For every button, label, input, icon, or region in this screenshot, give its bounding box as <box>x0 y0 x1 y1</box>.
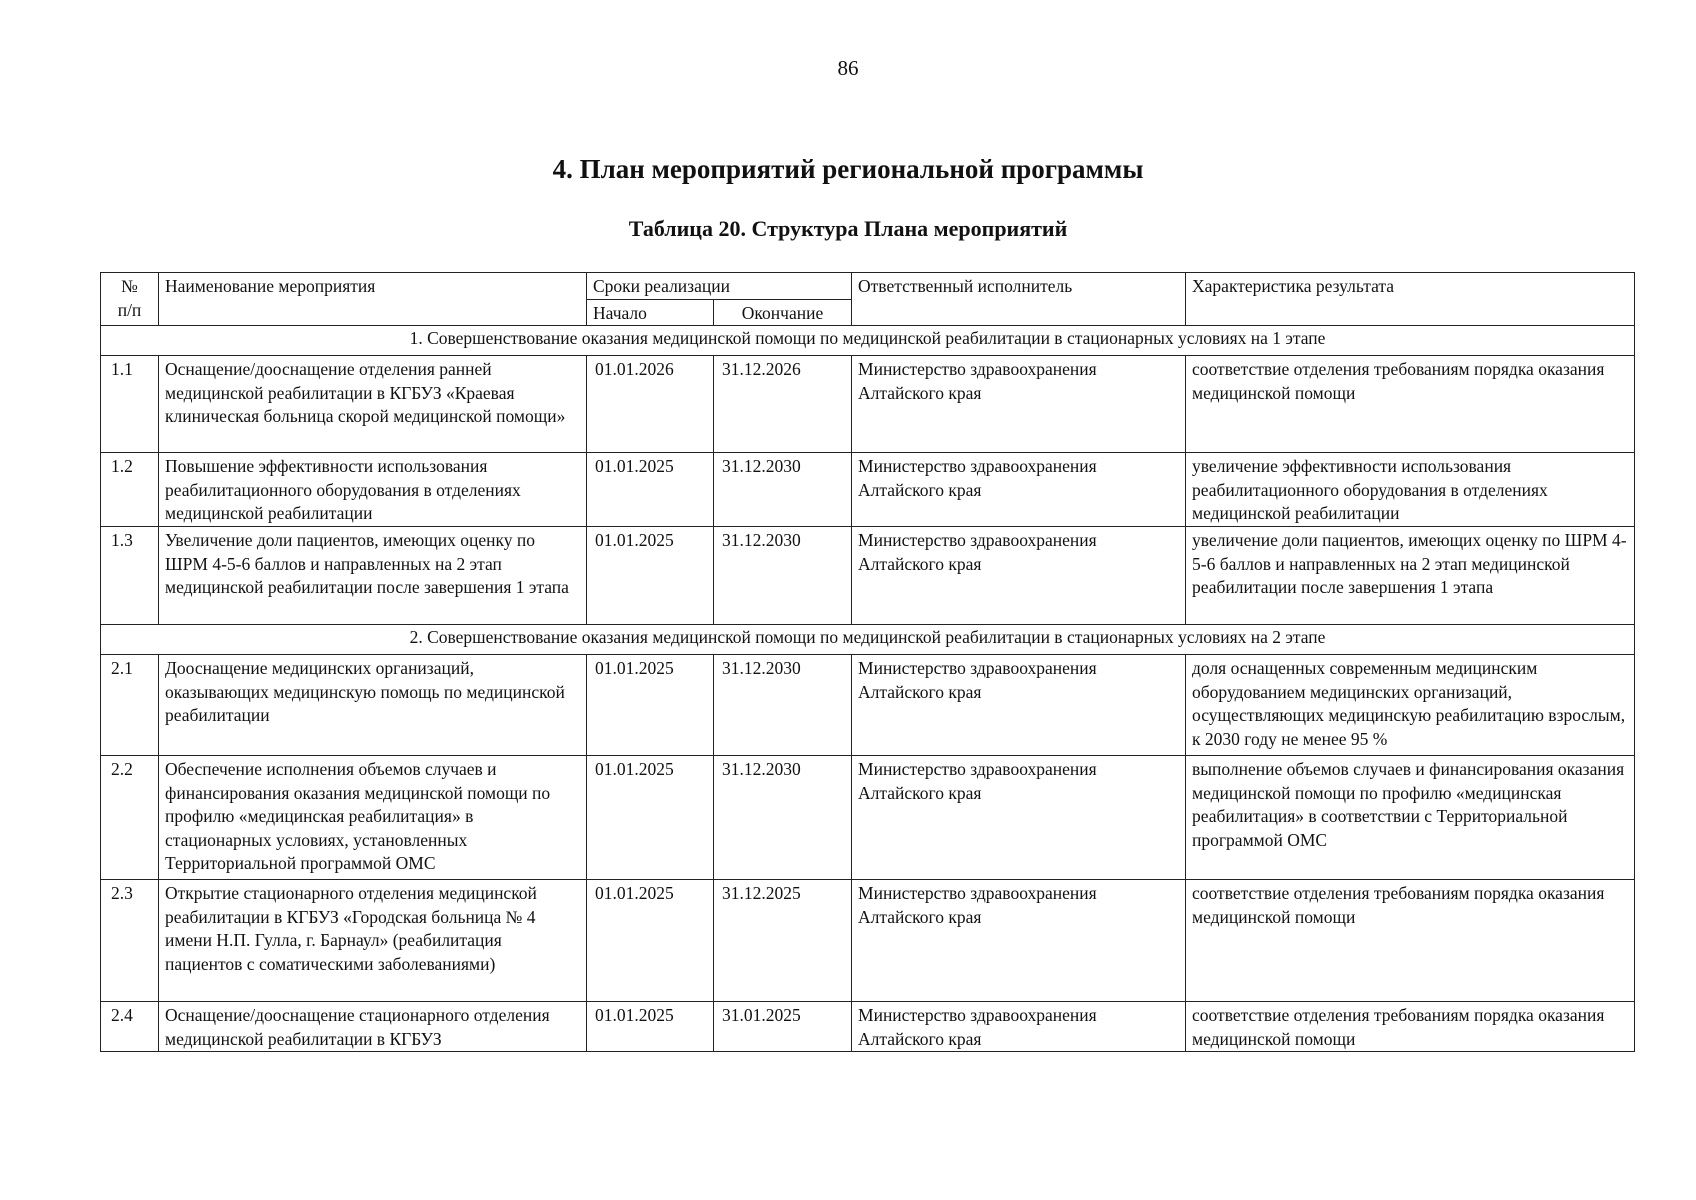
row-end: 31.12.2025 <box>714 880 852 1002</box>
header-start: Начало <box>587 299 714 326</box>
table-row <box>101 1002 1635 1052</box>
row-end: 31.01.2025 <box>714 1002 852 1052</box>
table-title: Таблица 20. Структура Плана мероприятий <box>628 216 1068 241</box>
row-executor: Министерство здравоохранения Алтайского края <box>852 880 1186 1002</box>
row-start: 01.01.2025 <box>587 880 714 1002</box>
row-end: 31.12.2030 <box>714 453 852 527</box>
row-executor: Министерство здравоохранения Алтайского края <box>852 356 1186 453</box>
row-executor: Министерство здравоохранения Алтайского края <box>852 1002 1186 1052</box>
row-start: 01.01.2025 <box>587 527 714 625</box>
section-title-1: 1. Совершенствование оказания медицинской помощи по медицинской реабилитации в стационарных условиях на 1 этапе <box>101 326 1635 356</box>
row-start: 01.01.2025 <box>587 756 714 880</box>
header-num <box>101 273 159 326</box>
page-number: 86 <box>837 56 859 80</box>
row-end: 31.12.2030 <box>714 527 852 625</box>
row-num: 2.4 <box>101 1002 159 1052</box>
row-start: 01.01.2026 <box>587 356 714 453</box>
row-num: 1.1 <box>101 356 159 453</box>
row-result: увеличение доли пациентов, имеющих оценку по ШРМ 4-5-6 баллов и направленных на 2 этап медицинской реабилитации после завершения 1 этапа <box>1186 527 1635 625</box>
header-executor: Ответственный исполнитель <box>852 273 1186 326</box>
table-header <box>101 273 1635 326</box>
table-row <box>101 880 1635 1002</box>
row-executor: Министерство здравоохранения Алтайского края <box>852 453 1186 527</box>
row-num: 2.3 <box>101 880 159 1002</box>
row-result: увеличение эффективности использования реабилитационного оборудования в отделениях медицинской реабилитации <box>1186 453 1635 527</box>
row-name: Повышение эффективности использования реабилитационного оборудования в отделениях медицинской реабилитации <box>159 453 587 527</box>
row-start: 01.01.2025 <box>587 655 714 756</box>
header-num-line1: № <box>121 276 138 296</box>
row-executor: Министерство здравоохранения Алтайского края <box>852 527 1186 625</box>
row-num: 2.1 <box>101 655 159 756</box>
row-name: Обеспечение исполнения объемов случаев и финансирования оказания медицинской помощи по профилю «медицинская реабилитация» в стационарных условиях, установленных Территориальной программой ОМС <box>159 756 587 880</box>
table-row <box>101 655 1635 756</box>
section-row <box>101 326 1635 356</box>
row-num: 1.3 <box>101 527 159 625</box>
section-title-2: 2. Совершенствование оказания медицинской помощи по медицинской реабилитации в стационарных условиях на 2 этапе <box>101 625 1635 655</box>
row-start: 01.01.2025 <box>587 453 714 527</box>
row-executor: Министерство здравоохранения Алтайского края <box>852 655 1186 756</box>
row-start: 01.01.2025 <box>587 1002 714 1052</box>
header-period: Сроки реализации <box>587 273 852 300</box>
row-end: 31.12.2030 <box>714 655 852 756</box>
header-name: Наименование мероприятия <box>159 273 587 326</box>
row-result: выполнение объемов случаев и финансирования оказания медицинской помощи по профилю «медицинская реабилитация» в соответствии с Территориальной программой ОМС <box>1186 756 1635 880</box>
row-end: 31.12.2030 <box>714 756 852 880</box>
header-result: Характеристика результата <box>1186 273 1635 326</box>
row-result: доля оснащенных современным медицинским оборудованием медицинских организаций, осуществляющих медицинскую реабилитацию взрослым, к 2030 году не менее 95 % <box>1186 655 1635 756</box>
table-row <box>101 453 1635 527</box>
header-end: Окончание <box>714 299 852 326</box>
row-name: Оснащение/дооснащение стационарного отделения медицинской реабилитации в КГБУЗ <box>159 1002 587 1052</box>
measures-plan-table <box>100 272 1635 1052</box>
row-executor: Министерство здравоохранения Алтайского края <box>852 756 1186 880</box>
row-num: 1.2 <box>101 453 159 527</box>
row-num: 2.2 <box>101 756 159 880</box>
row-name: Увеличение доли пациентов, имеющих оценку по ШРМ 4-5-6 баллов и направленных на 2 этап медицинской реабилитации после завершения 1 этапа <box>159 527 587 625</box>
section-title: 4. План мероприятий региональной программы <box>552 154 1144 184</box>
row-result: соответствие отделения требованиям порядка оказания медицинской помощи <box>1186 356 1635 453</box>
header-num-line2: п/п <box>117 299 142 320</box>
row-name: Открытие стационарного отделения медицинской реабилитации в КГБУЗ «Городская больница № 4 имени Н.П. Гулла, г. Барнаул» (реабилитация пациентов с соматическими заболеваниями) <box>159 880 587 1002</box>
row-end: 31.12.2026 <box>714 356 852 453</box>
section-row <box>101 625 1635 655</box>
table-row <box>101 756 1635 880</box>
table-row <box>101 356 1635 453</box>
row-name: Оснащение/дооснащение отделения ранней медицинской реабилитации в КГБУЗ «Краевая клиническая больница скорой медицинской помощи» <box>159 356 587 453</box>
row-name: Дооснащение медицинских организаций, оказывающих медицинскую помощь по медицинской реабилитации <box>159 655 587 756</box>
table-body <box>101 326 1635 1052</box>
row-result: соответствие отделения требованиям порядка оказания медицинской помощи <box>1186 880 1635 1002</box>
row-result: соответствие отделения требованиям порядка оказания медицинской помощи <box>1186 1002 1635 1052</box>
table-row <box>101 527 1635 625</box>
